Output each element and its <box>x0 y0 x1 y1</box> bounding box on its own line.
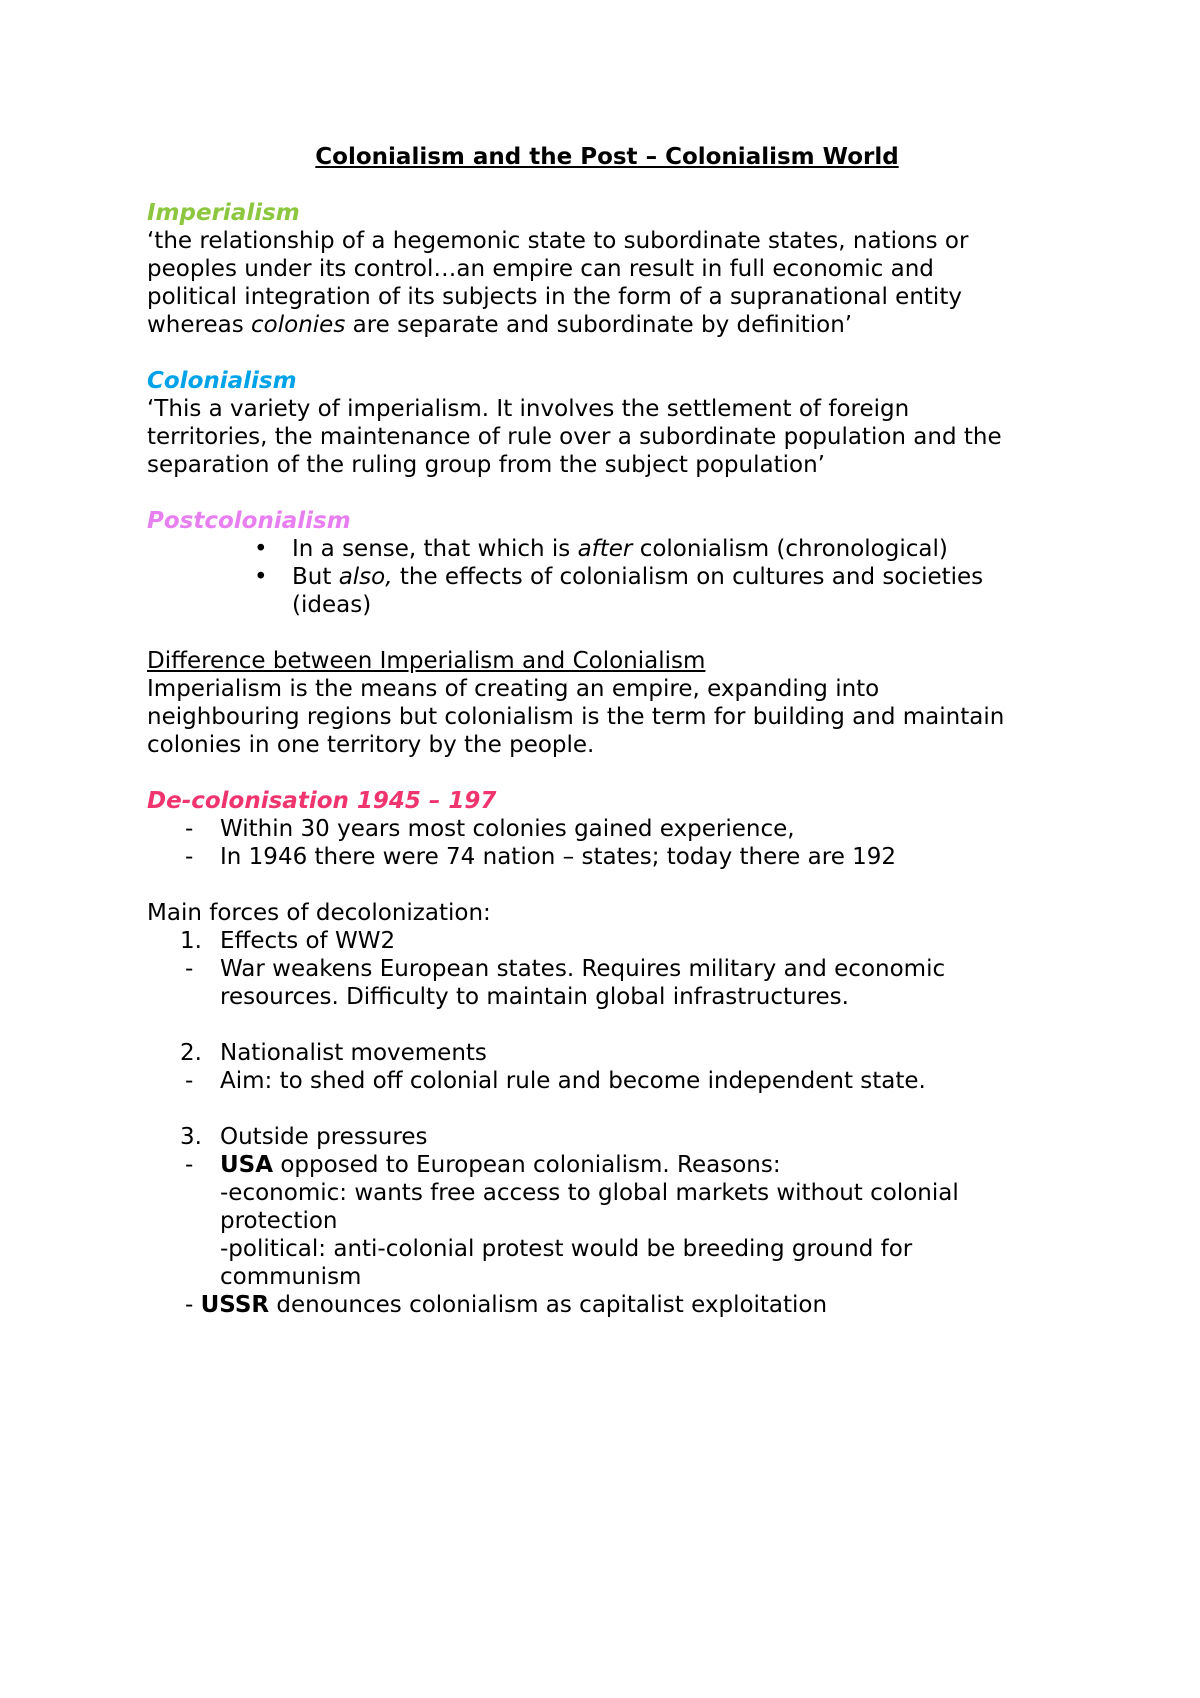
dash-continuation: communism <box>220 1264 362 1290</box>
dash-continuation: -political: anti-colonial protest would be breeding ground for <box>220 1236 913 1262</box>
dash-item <box>147 1067 1077 1095</box>
difference-line: Imperialism is the means of creating an empire, expanding into <box>147 676 880 702</box>
imperialism-line: peoples under its control…an empire can result in full economic and <box>147 256 934 282</box>
bullet-continuation: (ideas) <box>292 592 372 618</box>
dash-item <box>147 843 1077 871</box>
text-run: But <box>292 564 339 590</box>
dash-continuation: -economic: wants free access to global markets without colonial <box>220 1180 959 1206</box>
text-run: Within 30 years most colonies gained experience, <box>220 816 795 842</box>
numbered-item <box>147 1039 1077 1067</box>
text-run: In 1946 there were 74 nation – states; today there are 192 <box>220 844 897 870</box>
text-run: Effects of WW2 <box>220 928 396 954</box>
dash-marker: - <box>185 816 194 842</box>
imperialism-line <box>147 311 1077 339</box>
dash-marker: - <box>185 956 194 982</box>
number-marker: 2. <box>180 1040 202 1066</box>
colonialism-line: separation of the ruling group from the subject population’ <box>147 452 825 478</box>
document-page <box>147 143 1077 1319</box>
text-run: In a sense, that which is <box>292 536 578 562</box>
numbered-item <box>147 927 1077 955</box>
dash-item <box>147 815 1077 843</box>
forces-intro: Main forces of decolonization: <box>147 900 491 926</box>
heading-colonialism: Colonialism <box>147 368 297 394</box>
colonialism-line: ‘This a variety of imperialism. It involves the settlement of foreign <box>147 396 910 422</box>
text-run: whereas <box>147 312 252 338</box>
imperialism-line: ‘the relationship of a hegemonic state to subordinate states, nations or <box>147 228 969 254</box>
text-run: War weakens European states. Requires military and economic <box>220 956 946 982</box>
difference-line: colonies in one territory by the people. <box>147 732 595 758</box>
numbered-item <box>147 1123 1077 1151</box>
number-marker: 3. <box>180 1124 202 1150</box>
dash-continuation: protection <box>220 1208 338 1234</box>
emphasis-also: also, <box>338 564 393 590</box>
bold-ussr: USSR <box>200 1292 270 1318</box>
dash-marker: - <box>185 1292 201 1318</box>
dash-item <box>147 955 1077 983</box>
emphasis-after: after <box>577 536 633 562</box>
bullet-icon: • <box>254 564 268 590</box>
dash-marker: - <box>185 844 194 870</box>
ussr-item <box>147 1291 1077 1319</box>
bullet-item <box>147 563 1077 591</box>
text-run: are separate and subordinate by definition’ <box>345 312 853 338</box>
dash-continuation: resources. Difficulty to maintain global infrastructures. <box>220 984 849 1010</box>
bullet-icon: • <box>254 536 268 562</box>
bullet-item <box>147 535 1077 563</box>
number-marker: 1. <box>180 928 202 954</box>
text-run: opposed to European colonialism. Reasons: <box>273 1152 781 1178</box>
bold-usa: USA <box>220 1152 274 1178</box>
heading-decolonisation: De-colonisation 1945 – 197 <box>147 788 497 814</box>
heading-imperialism: Imperialism <box>147 200 300 226</box>
heading-difference: Difference between Imperialism and Colonialism <box>147 648 706 674</box>
colonialism-line: territories, the maintenance of rule over a subordinate population and the <box>147 424 1002 450</box>
imperialism-line: political integration of its subjects in the form of a supranational entity <box>147 284 962 310</box>
document-title: Colonialism and the Post – Colonialism World <box>315 144 899 170</box>
text-run: Outside pressures <box>220 1124 428 1150</box>
text-run: Nationalist movements <box>220 1040 487 1066</box>
dash-marker: - <box>185 1152 194 1178</box>
text-run: denounces colonialism as capitalist exploitation <box>269 1292 828 1318</box>
dash-marker: - <box>185 1068 194 1094</box>
difference-line: neighbouring regions but colonialism is the term for building and maintain <box>147 704 1005 730</box>
dash-item <box>147 1151 1077 1179</box>
text-run: colonialism (chronological) <box>632 536 948 562</box>
text-run: Aim: to shed off colonial rule and become independent state. <box>220 1068 926 1094</box>
heading-postcolonialism: Postcolonialism <box>147 508 351 534</box>
emphasis-colonies: colonies <box>251 312 346 338</box>
text-run: the effects of colonialism on cultures and societies <box>392 564 984 590</box>
